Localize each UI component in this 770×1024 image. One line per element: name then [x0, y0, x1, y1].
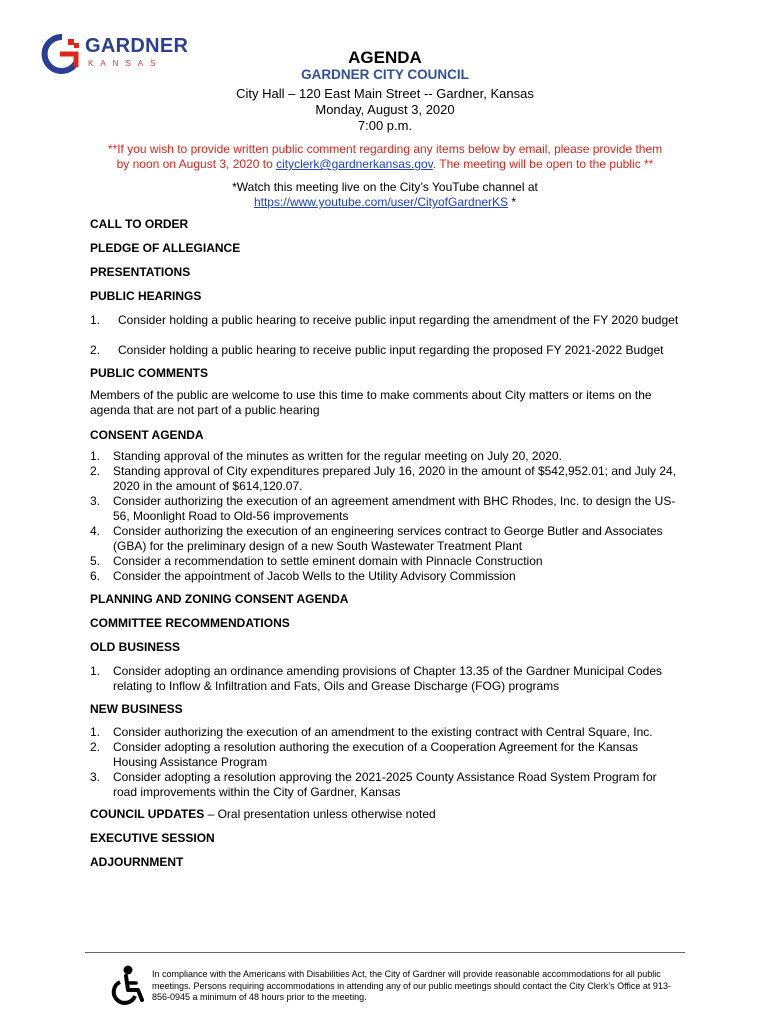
council-updates — [90, 807, 682, 822]
item-number: 3. — [90, 494, 101, 508]
notice-line-1: **If you wish to provide written public comment regarding any items below by email, please provide them — [107, 142, 663, 156]
list-item — [90, 343, 682, 358]
heading-public-hearings: PUBLIC HEARINGS — [90, 289, 202, 303]
heading-pledge: PLEDGE OF ALLEGIANCE — [90, 241, 241, 255]
youtube-line-2 — [0, 195, 770, 209]
item-text: Consider holding a public hearing to receive public input regarding the amendment of the FY 2020 budget — [118, 313, 679, 327]
heading-adjournment: ADJOURNMENT — [90, 855, 184, 869]
heading-presentations: PRESENTATIONS — [90, 265, 191, 279]
council-updates-note: – Oral presentation unless otherwise noted — [204, 807, 436, 821]
list-item — [90, 524, 682, 554]
logo-wordmark: GARDNER — [85, 35, 189, 57]
clerk-email-link[interactable]: cityclerk@gardnerkansas.gov — [276, 157, 433, 171]
meeting-location: City Hall – 120 East Main Street -- Gardner, Kansas — [236, 86, 534, 101]
item-number: 5. — [90, 554, 101, 568]
footer-divider — [85, 952, 685, 953]
notice-line-2-post: . The meeting will be open to the public ** — [432, 157, 654, 171]
item-number: 1. — [90, 313, 101, 327]
ada-notice: In compliance with the Americans with Disabilities Act, the City of Gardner will provide reasonable accommodations for all public meetings. Persons requiring accommodations in attending any of our public meetings should contact the City Clerk’s Office at 913-856-0945 a minimum of 48 hours prior to the meeting. — [152, 969, 671, 1002]
list-item — [90, 725, 682, 740]
item-text: Consider authorizing the execution of an agreement amendment with BHC Rhodes, Inc. to design the US-56, Moonlight Road to Old-56 improvements — [113, 494, 676, 523]
item-text: Consider a recommendation to settle eminent domain with Pinnacle Construction — [113, 554, 543, 568]
public-comments-text: Members of the public are welcome to use this time to make comments about City matters or items on the agenda that are not part of a public hearing — [90, 388, 652, 417]
item-text: Consider holding a public hearing to receive public input regarding the proposed FY 2021-2022 Budget — [118, 343, 664, 357]
heading-committee: COMMITTEE RECOMMENDATIONS — [90, 616, 290, 630]
wheelchair-icon — [104, 964, 146, 1006]
item-text: Standing approval of the minutes as written for the regular meeting on July 20, 2020. — [113, 449, 562, 463]
list-item — [90, 449, 682, 464]
notice-line-2 — [0, 157, 770, 171]
heading-planning-zoning: PLANNING AND ZONING CONSENT AGENDA — [90, 592, 349, 606]
heading-new-business: NEW BUSINESS — [90, 702, 183, 716]
heading-call-to-order: CALL TO ORDER — [90, 217, 189, 231]
meeting-date: Monday, August 3, 2020 — [315, 102, 455, 117]
item-text: Consider adopting a resolution approving the 2021-2025 County Assistance Road System Program for road improvements within the City of Gardner, Kansas — [113, 770, 657, 799]
council-name: GARDNER CITY COUNCIL — [301, 67, 469, 82]
item-text: Consider authorizing the execution of an amendment to the existing contract with Central Square, Inc. — [113, 725, 653, 739]
list-item — [90, 464, 682, 494]
agenda-title: AGENDA — [348, 48, 422, 67]
heading-executive-session: EXECUTIVE SESSION — [90, 831, 215, 845]
item-number: 2. — [90, 343, 101, 357]
heading-consent-agenda: CONSENT AGENDA — [90, 428, 204, 442]
list-item — [90, 569, 682, 584]
item-number: 1. — [90, 664, 101, 678]
notice-line-2-pre: by noon on August 3, 2020 to — [116, 157, 277, 171]
list-item — [90, 770, 682, 800]
item-number: 1. — [90, 449, 101, 463]
item-text: Standing approval of City expenditures prepared July 16, 2020 in the amount of $542,952.01; and July 24, 2020 in the amount of $614,120.07. — [113, 464, 677, 493]
list-item — [90, 313, 682, 328]
item-text: Consider the appointment of Jacob Wells to the Utility Advisory Commission — [113, 569, 516, 583]
item-text: Consider adopting an ordinance amending provisions of Chapter 13.35 of the Gardner Municipal Codes relating to Inflow & Infiltration and Fats, Oils and Grease Discharge (FOG) programs — [113, 664, 663, 693]
youtube-suffix: * — [508, 195, 517, 209]
item-number: 2. — [90, 740, 101, 754]
youtube-line-1: *Watch this meeting live on the City’s YouTube channel at — [232, 180, 538, 194]
heading-old-business: OLD BUSINESS — [90, 640, 181, 654]
item-number: 2. — [90, 464, 101, 478]
item-text: Consider adopting a resolution authoring the execution of a Cooperation Agreement for the Kansas Housing Assistance Program — [113, 740, 639, 769]
item-number: 4. — [90, 524, 101, 538]
item-number: 1. — [90, 725, 101, 739]
item-number: 3. — [90, 770, 101, 784]
item-text: Consider authorizing the execution of an engineering services contract to George Butler and Associates (GBA) for the preliminary design of a new South Wastewater Treatment Plant — [113, 524, 663, 553]
meeting-time: 7:00 p.m. — [357, 118, 413, 133]
list-item — [90, 740, 682, 770]
list-item — [90, 664, 682, 694]
list-item — [90, 554, 682, 569]
heading-public-comments: PUBLIC COMMENTS — [90, 366, 208, 380]
list-item — [90, 494, 682, 524]
youtube-channel-link[interactable]: https://www.youtube.com/user/CityofGardnerKS — [253, 195, 509, 209]
item-number: 6. — [90, 569, 101, 583]
heading-council-updates: COUNCIL UPDATES — [90, 807, 205, 821]
logo-subtitle: KANSAS — [88, 59, 163, 68]
